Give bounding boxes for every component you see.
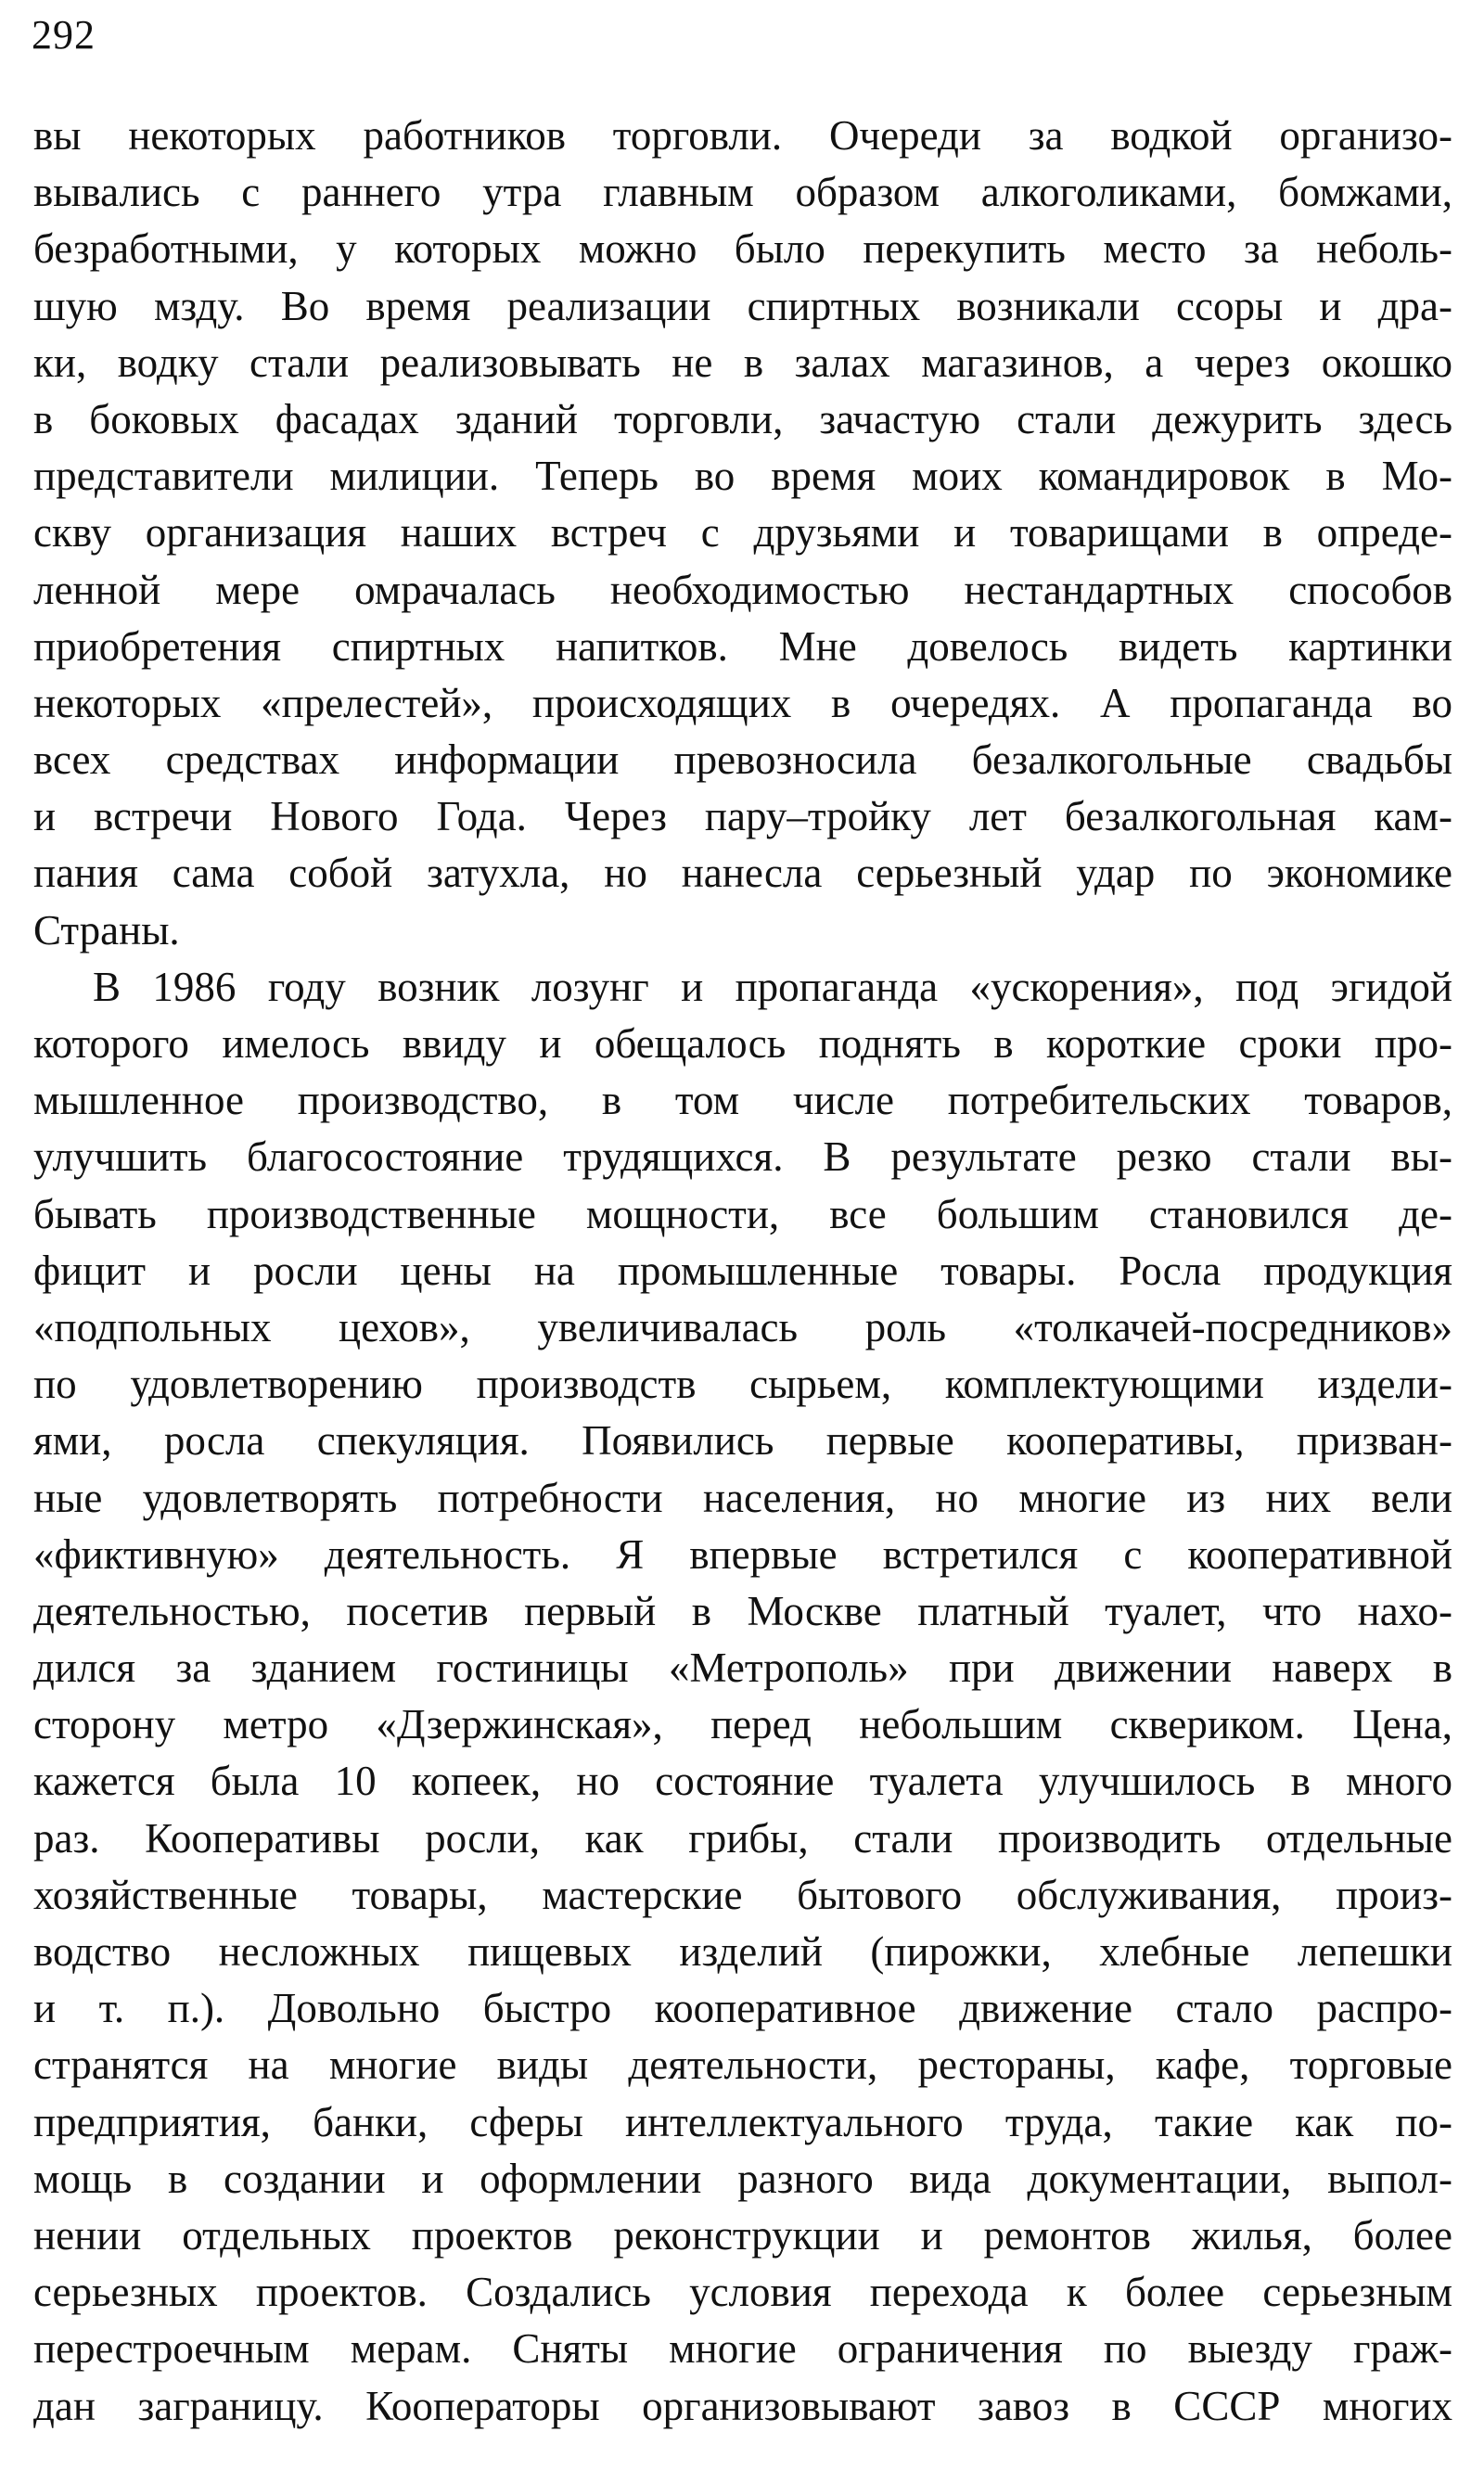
page-number: 292 bbox=[32, 12, 96, 58]
text-line: безработными, у которых можно было перекупить место за неболь- bbox=[33, 225, 1452, 273]
text-line: дился за зданием гостиницы «Метрополь» при движении наверх в bbox=[33, 1645, 1452, 1692]
text-line: ями, росла спекуляция. Появились первые кооперативы, призван- bbox=[33, 1417, 1452, 1465]
text-line: деятельностью, посетив первый в Москве платный туалет, что нахо- bbox=[33, 1587, 1452, 1634]
text-line: «подпольных цехов», увеличивалась роль «толкачей-посредников» bbox=[33, 1303, 1452, 1350]
text-line: всех средствах информации превозносила безалкогольные свадьбы bbox=[33, 736, 1452, 784]
text-line: предприятия, банки, сферы интеллектуального труда, такие как по- bbox=[33, 2098, 1452, 2145]
text-line: фицит и росли цены на промышленные товары. Росла продукция bbox=[33, 1247, 1452, 1294]
text-line: шую мзду. Во время реализации спиртных возникали ссоры и дра- bbox=[33, 282, 1452, 329]
text-line: кажется была 10 копеек, но состояние туалета улучшилось в много bbox=[33, 1758, 1452, 1805]
text-line: хозяйственные товары, мастерские бытового обслуживания, произ- bbox=[33, 1871, 1452, 1918]
text-line: перестроечным мерам. Сняты многие ограничения по выезду граж- bbox=[33, 2325, 1452, 2373]
text-line: нении отдельных проектов реконструкции и ремонтов жилья, более bbox=[33, 2211, 1452, 2259]
text-line: ки, водку стали реализовывать не в залах магазинов, а через окошко bbox=[33, 339, 1452, 386]
text-line: которого имелось ввиду и обещалось поднять в короткие сроки про- bbox=[33, 1020, 1452, 1067]
text-line: приобретения спиртных напитков. Мне довелось видеть картинки bbox=[33, 622, 1452, 670]
text-line: мышленное производство, в том числе потребительских товаров, bbox=[33, 1077, 1452, 1124]
text-line: мощь в создании и оформлении разного вида документации, выпол- bbox=[33, 2155, 1452, 2202]
text-line: в боковых фасадах зданий торговли, зачастую стали дежурить здесь bbox=[33, 395, 1452, 442]
text-line: сторону метро «Дзержинская», перед небольшим сквериком. Цена, bbox=[33, 1701, 1452, 1748]
text-line: представители милиции. Теперь во время моих командировок в Мо- bbox=[33, 453, 1452, 500]
text-line: ные удовлетворять потребности населения, но многие из них вели bbox=[33, 1474, 1452, 1521]
text-line: по удовлетворению производств сырьем, комплектующими издели- bbox=[33, 1361, 1452, 1408]
text-line: водство несложных пищевых изделий (пирожки, хлебные лепешки bbox=[33, 1928, 1452, 1975]
text-line: некоторых «прелестей», происходящих в очередях. А пропаганда во bbox=[33, 679, 1452, 726]
text-line: дан заграницу. Кооператоры организовывают завоз в СССР многих bbox=[33, 2382, 1452, 2429]
paragraph-end-line: Страны. bbox=[33, 906, 180, 954]
body-text bbox=[33, 108, 1452, 2435]
text-line: серьезных проектов. Создались условия перехода к более серьезным bbox=[33, 2269, 1452, 2316]
text-line: и встречи Нового Года. Через пару–тройку лет безалкогольная кам- bbox=[33, 793, 1452, 840]
text-line: пания сама собой затухла, но нанесла серьезный удар по экономике bbox=[33, 850, 1452, 897]
paragraph-first-line: В 1986 году возник лозунг и пропаганда «ускорения», под эгидой bbox=[93, 963, 1452, 1010]
text-line: улучшить благосостояние трудящихся. В результате резко стали вы- bbox=[33, 1133, 1452, 1181]
text-line: раз. Кооперативы росли, как грибы, стали производить отдельные bbox=[33, 1814, 1452, 1862]
text-line: скву организация наших встреч с друзьями и товарищами в опреде- bbox=[33, 509, 1452, 557]
text-line: странятся на многие виды деятельности, рестораны, кафе, торговые bbox=[33, 2041, 1452, 2089]
text-line: ленной мере омрачалась необходимостью нестандартных способов bbox=[33, 566, 1452, 613]
text-line: и т. п.). Довольно быстро кооперативное движение стало распро- bbox=[33, 1985, 1452, 2032]
text-line: вывались с раннего утра главным образом алкоголиками, бомжами, bbox=[33, 169, 1452, 216]
text-line: бывать производственные мощности, все большим становился де- bbox=[33, 1190, 1452, 1237]
text-line: вы некоторых работников торговли. Очереди за водкой организо- bbox=[33, 112, 1452, 159]
text-line: «фиктивную» деятельность. Я впервые встретился с кооперативной bbox=[33, 1530, 1452, 1578]
